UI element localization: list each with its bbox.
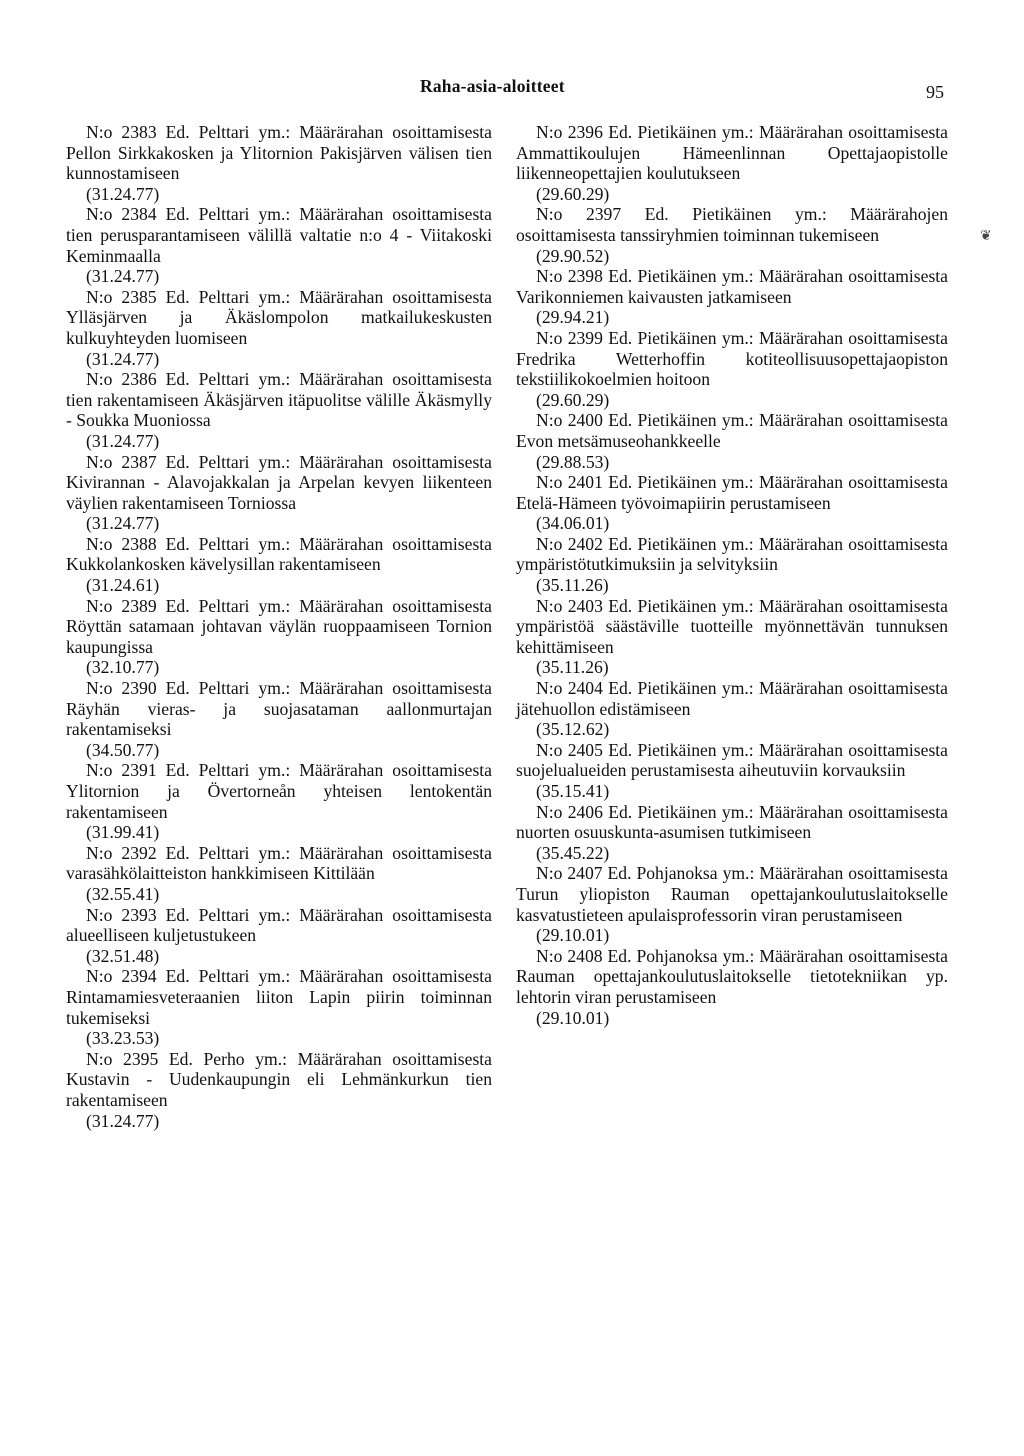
right-column bbox=[516, 122, 948, 1028]
entry bbox=[516, 863, 948, 945]
left-column bbox=[66, 122, 492, 1131]
entry-text: N:o 2399 Ed. Pietikäinen ym.: Määrärahan osoittamisesta Fredrika Wetterhoffin kotiteollisuusopettajaopiston tekstiilikokoelmien hoitoon bbox=[516, 327, 948, 390]
entry bbox=[516, 678, 948, 740]
entry-text: N:o 2392 Ed. Pelttari ym.: Määrärahan osoittamisesta varasähkölaitteiston hankkimiseen Kittilään bbox=[66, 842, 492, 884]
entry-text: N:o 2396 Ed. Pietikäinen ym.: Määrärahan osoittamisesta Ammattikoulujen Hämeenlinnan Opettajaopistolle liikenneopettajien koulutukseen bbox=[516, 122, 948, 184]
entry-text: N:o 2389 Ed. Pelttari ym.: Määrärahan osoittamisesta Röyttän satamaan johtavan väylän ruoppaamiseen Tornion kaupungissa bbox=[66, 595, 492, 657]
entry-text: N:o 2408 Ed. Pohjanoksa ym.: Määrärahan osoittamisesta Rauman opettajankoulutuslaitokselle tietotekniikan yp. lehtorin viran perustamiseen bbox=[516, 945, 948, 1007]
entry bbox=[66, 966, 492, 1048]
entry-code: (31.24.61) bbox=[86, 575, 160, 596]
entry-code: (32.51.48) bbox=[86, 945, 160, 966]
entry-text: N:o 2394 Ed. Pelttari ym.: Määrärahan osoittamisesta Rintamamiesveteraanien liiton Lapin piirin toiminnan tukemiseksi bbox=[66, 966, 492, 1028]
entry bbox=[516, 946, 948, 1028]
entry-text: N:o 2391 Ed. Pelttari ym.: Määrärahan osoittamisesta Ylitornion ja Övertorneån yhteisen lentokentän rakentamiseen bbox=[66, 760, 492, 822]
entry-code: (31.24.77) bbox=[86, 1110, 160, 1131]
entry-text: N:o 2406 Ed. Pietikäinen ym.: Määrärahan osoittamisesta nuorten osuuskunta-asumisen tutkimiseen bbox=[516, 801, 948, 843]
entry bbox=[66, 204, 492, 286]
entry bbox=[516, 596, 948, 678]
entry-text: N:o 2383 Ed. Pelttari ym.: Määrärahan osoittamisesta Pellon Sirkkakosken ja Ylitornion Pakisjärven välisen tien kunnostamiseen bbox=[66, 122, 492, 184]
entry bbox=[516, 328, 948, 410]
entry bbox=[66, 287, 492, 369]
entry-text: N:o 2398 Ed. Pietikäinen ym.: Määrärahan osoittamisesta Varikonniemen kaivausten jatkamiseen bbox=[516, 266, 948, 307]
entry-code: (29.94.21) bbox=[536, 307, 610, 328]
entry bbox=[516, 472, 948, 534]
entry bbox=[66, 369, 492, 451]
entry-code: (35.45.22) bbox=[536, 842, 610, 863]
running-title: Raha-asia-aloitteet bbox=[420, 76, 565, 96]
entry bbox=[66, 678, 492, 760]
entry-code: (34.06.01) bbox=[536, 513, 610, 534]
entry bbox=[516, 802, 948, 864]
entry bbox=[66, 596, 492, 678]
entry-code: (29.90.52) bbox=[536, 245, 610, 266]
entry bbox=[66, 534, 492, 596]
margin-mark: ❦ bbox=[980, 229, 992, 244]
entry-text: N:o 2404 Ed. Pietikäinen ym.: Määrärahan osoittamisesta jätehuollon edistämiseen bbox=[516, 678, 948, 719]
entry bbox=[66, 843, 492, 905]
entry bbox=[516, 122, 948, 204]
page-header bbox=[0, 76, 1024, 108]
entry-code: (29.60.29) bbox=[536, 183, 610, 204]
entry bbox=[66, 905, 492, 967]
entry-code: (31.99.41) bbox=[86, 822, 160, 843]
entry-code: (29.60.29) bbox=[536, 389, 610, 410]
entry-text: N:o 2400 Ed. Pietikäinen ym.: Määrärahan osoittamisesta Evon metsämuseohankkeelle bbox=[516, 410, 948, 451]
entry-code: (32.55.41) bbox=[86, 883, 160, 904]
entry-code: (34.50.77) bbox=[86, 739, 160, 760]
entry-text: N:o 2390 Ed. Pelttari ym.: Määrärahan osoittamisesta Räyhän vieras- ja suojasataman aallonmurtajan rakentamiseksi bbox=[66, 678, 492, 740]
entry-text: N:o 2384 Ed. Pelttari ym.: Määrärahan osoittamisesta tien perusparantamiseen välillä valtatie n:o 4 - Viitakoski Keminmaalla bbox=[66, 204, 492, 266]
entry-code: (35.11.26) bbox=[536, 575, 609, 596]
entry bbox=[516, 266, 948, 328]
entry-code: (29.10.01) bbox=[536, 925, 610, 946]
entry bbox=[66, 122, 492, 204]
entry bbox=[516, 534, 948, 596]
entry-code: (32.10.77) bbox=[86, 657, 160, 678]
entry-text: N:o 2387 Ed. Pelttari ym.: Määrärahan osoittamisesta Kivirannan - Alavojakkalan ja Arpelan kevyen liikenteen väylien rakentamiseen Torniossa bbox=[66, 451, 492, 513]
entry-text: N:o 2386 Ed. Pelttari ym.: Määrärahan osoittamisesta tien rakentamiseen Äkäsjärven itäpuolitse välille Äkäsmylly - Soukka Muoniossa bbox=[66, 369, 492, 431]
entry bbox=[516, 410, 948, 472]
entry bbox=[516, 740, 948, 802]
entry-text: N:o 2401 Ed. Pietikäinen ym.: Määrärahan osoittamisesta Etelä-Hämeen työvoimapiirin perustamiseen bbox=[516, 472, 948, 513]
entry-text: N:o 2403 Ed. Pietikäinen ym.: Määrärahan osoittamisesta ympäristöä säästäville tuotteille myönnettävän tunnuksen kehittämiseen bbox=[516, 595, 948, 657]
entry-text: N:o 2388 Ed. Pelttari ym.: Määrärahan osoittamisesta Kukkolankosken kävelysillan rakentamiseen bbox=[66, 533, 492, 575]
page-number: 95 bbox=[926, 82, 944, 102]
entry-code: (29.10.01) bbox=[536, 1007, 610, 1028]
entry-text: N:o 2402 Ed. Pietikäinen ym.: Määrärahan osoittamisesta ympäristötutkimuksiin ja selvityksiin bbox=[516, 533, 948, 575]
entry-text: N:o 2395 Ed. Perho ym.: Määrärahan osoittamisesta Kustavin - Uudenkaupungin eli Lehmänkurkun tien rakentamiseen bbox=[66, 1048, 492, 1110]
entry-text: N:o 2385 Ed. Pelttari ym.: Määrärahan osoittamisesta Ylläsjärven ja Äkäslompolon matkailukeskusten kulkuyhteyden luomiseen bbox=[66, 286, 492, 348]
entry-code: (31.24.77) bbox=[86, 183, 160, 204]
entry bbox=[66, 1049, 492, 1131]
entry-text: N:o 2397 Ed. Pietikäinen ym.: Määrärahojen osoittamisesta tanssiryhmien toiminnan tukemiseen bbox=[516, 204, 948, 245]
entry-code: (35.12.62) bbox=[536, 719, 610, 740]
entry-code: (29.88.53) bbox=[536, 451, 610, 472]
entry-code: (31.24.77) bbox=[86, 348, 160, 369]
entry bbox=[66, 760, 492, 842]
entry bbox=[66, 452, 492, 534]
entry-code: (31.24.77) bbox=[86, 430, 160, 451]
entry-text: N:o 2407 Ed. Pohjanoksa ym.: Määrärahan osoittamisesta Turun yliopiston Rauman opettajankoulutuslaitokselle kasvatustieteen apulaisprofessorin viran perustamiseen bbox=[516, 863, 948, 925]
entry-code: (31.24.77) bbox=[86, 266, 160, 287]
entry bbox=[516, 204, 948, 266]
entry-code: (35.15.41) bbox=[536, 781, 610, 801]
entry-code: (33.23.53) bbox=[86, 1028, 160, 1049]
entry-text: N:o 2405 Ed. Pietikäinen ym.: Määrärahan osoittamisesta suojelualueiden perustamisesta aiheutuviin korvauksiin bbox=[516, 739, 948, 781]
entry-code: (31.24.77) bbox=[86, 513, 160, 534]
entry-code: (35.11.26) bbox=[536, 657, 609, 678]
entry-text: N:o 2393 Ed. Pelttari ym.: Määrärahan osoittamisesta alueelliseen kuljetustukeen bbox=[66, 904, 492, 946]
